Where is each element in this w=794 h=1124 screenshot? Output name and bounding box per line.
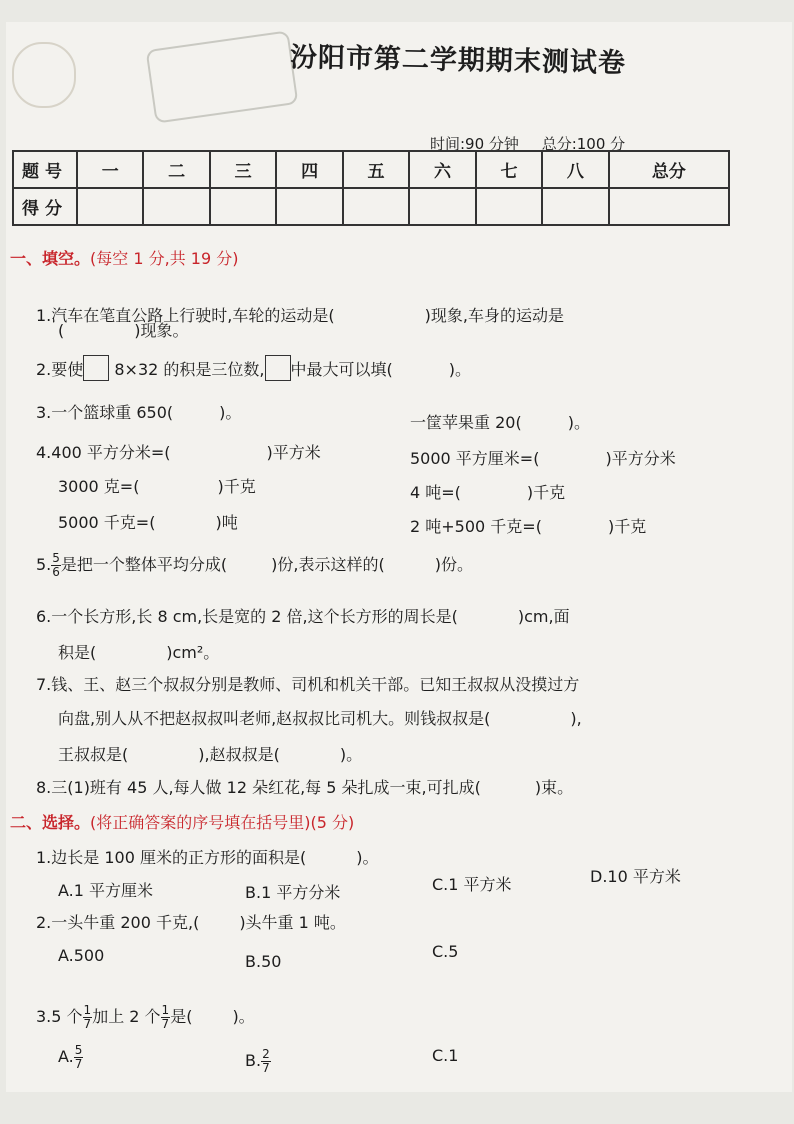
choice-option[interactable]: D.10 平方米 <box>590 867 681 886</box>
section-heading <box>10 246 238 269</box>
question-text: )。 <box>448 360 471 379</box>
fraction-denominator: 7 <box>83 1017 92 1031</box>
fraction <box>51 552 61 579</box>
question-text: 2.要使 <box>36 360 84 379</box>
question-3b <box>410 410 590 433</box>
choice-option[interactable]: A.500 <box>58 946 105 965</box>
question-text: )份。 <box>434 555 473 574</box>
section-note: (将正确答案的序号填在括号里)(5 分) <box>90 813 355 832</box>
digit-box[interactable] <box>83 355 109 381</box>
question-2 <box>36 355 471 381</box>
score-field[interactable] <box>343 188 409 225</box>
question-text: 一筐苹果重 20( <box>410 413 522 432</box>
table-cell: 一 <box>77 151 143 188</box>
score-field[interactable] <box>542 188 608 225</box>
choice-option[interactable] <box>58 1044 83 1071</box>
choice-question-3 <box>36 1004 255 1031</box>
score-field[interactable] <box>276 188 342 225</box>
question-4e <box>58 510 238 533</box>
question-text: 5000 平方厘米=( <box>410 449 540 468</box>
fraction <box>261 1048 271 1075</box>
total-score-label: 总分:100 分 <box>541 135 626 153</box>
score-field[interactable] <box>409 188 475 225</box>
table-cell: 四 <box>276 151 342 188</box>
question-text: )。 <box>219 403 242 422</box>
question-text: )cm²。 <box>166 643 220 662</box>
question-8 <box>36 775 573 798</box>
question-text: 向盘,别人从不把赵叔叔叫老师,赵叔叔比司机大。则钱叔叔是( <box>58 709 491 728</box>
question-5 <box>36 552 473 579</box>
question-4c <box>58 474 256 497</box>
score-field[interactable] <box>609 188 729 225</box>
fraction-denominator: 6 <box>52 565 60 579</box>
table-cell: 六 <box>409 151 475 188</box>
choice-question-2 <box>36 910 346 933</box>
table-cell: 二 <box>143 151 209 188</box>
question-7 <box>36 672 579 695</box>
fraction-numerator: 5 <box>74 1043 83 1057</box>
fraction-numerator: 5 <box>52 551 60 565</box>
choice-option[interactable]: C.1 <box>432 1046 459 1065</box>
page-title: 汾阳市第二学期期末测试卷 <box>289 42 627 79</box>
question-text: 3000 克=( <box>58 477 140 496</box>
question-text: )束。 <box>534 778 574 797</box>
option-label: A. <box>58 1047 74 1066</box>
score-table <box>12 150 730 226</box>
question-4f <box>410 514 646 537</box>
question-text: )千克 <box>526 483 566 502</box>
question-text: 8.三(1)班有 45 人,每人做 12 朵红花,每 5 朵扎成一束,可扎成( <box>36 778 481 797</box>
question-text: )头牛重 1 吨。 <box>239 913 346 932</box>
question-text: )平方分米 <box>605 449 676 468</box>
fraction-numerator: 1 <box>83 1003 92 1017</box>
cartoon-decoration <box>12 42 76 108</box>
choice-option[interactable]: A.1 平方厘米 <box>58 881 154 900</box>
question-text: 8×32 的积是三位数, <box>114 360 265 379</box>
question-text: 4.400 平方分米=( <box>36 443 171 462</box>
question-text: )千克 <box>607 517 647 536</box>
time-label: 时间:90 分钟 <box>430 135 519 153</box>
question-text: 是把一个整体平均分成( <box>60 555 228 574</box>
section-title: 二、选择。 <box>10 813 91 832</box>
choice-question-1 <box>36 845 378 868</box>
fraction-numerator: 1 <box>161 1003 170 1017</box>
question-text: )平方米 <box>266 443 321 462</box>
question-text: 积是( <box>58 643 97 662</box>
question-7-line3 <box>58 742 362 765</box>
section-heading <box>10 810 354 833</box>
table-cell: 三 <box>210 151 276 188</box>
table-cell: 总分 <box>609 151 729 188</box>
question-1-cont <box>58 318 189 341</box>
question-text: 加上 2 个 <box>92 1007 161 1026</box>
table-row <box>13 151 729 188</box>
question-6 <box>36 604 570 627</box>
table-cell: 五 <box>343 151 409 188</box>
question-7-line2 <box>58 706 582 729</box>
question-text: 6.一个长方形,长 8 cm,长是宽的 2 倍,这个长方形的周长是( <box>36 607 458 626</box>
question-text: 2.一头牛重 200 千克,( <box>36 913 200 932</box>
question-text: 3.5 个 <box>36 1007 83 1026</box>
question-text: ),赵叔叔是( <box>198 745 280 764</box>
question-3a <box>36 400 241 423</box>
question-4b <box>410 446 676 469</box>
question-text: )。 <box>232 1007 255 1026</box>
choice-option[interactable]: C.1 平方米 <box>432 875 512 894</box>
score-field[interactable] <box>476 188 542 225</box>
question-text: )现象,车身的运动是 <box>424 306 564 325</box>
question-text: 5000 千克=( <box>58 513 156 532</box>
choice-option[interactable]: B.1 平方分米 <box>245 883 341 902</box>
digit-box[interactable] <box>265 355 291 381</box>
question-text: 4 吨=( <box>410 483 461 502</box>
question-text: 1.汽车在笔直公路上行驶时,车轮的运动是( <box>36 306 335 325</box>
score-field[interactable] <box>210 188 276 225</box>
choice-option[interactable] <box>245 1048 271 1075</box>
table-cell: 七 <box>476 151 542 188</box>
score-field[interactable] <box>77 188 143 225</box>
fraction <box>161 1004 171 1031</box>
question-text: 王叔叔是( <box>58 745 129 764</box>
fraction-denominator: 7 <box>161 1017 170 1031</box>
section-title: 一、填空。 <box>10 249 91 268</box>
question-4a <box>36 440 321 463</box>
question-text: 3.一个篮球重 650( <box>36 403 174 422</box>
question-6-cont <box>58 640 219 663</box>
question-text: 2 吨+500 千克=( <box>410 517 542 536</box>
question-text: 7.钱、王、赵三个叔叔分别是教师、司机和机关干部。已知王叔叔从没摸过方 <box>36 675 580 694</box>
section-note: (每空 1 分,共 19 分) <box>90 249 239 268</box>
question-text: )千克 <box>217 477 256 496</box>
fraction <box>74 1044 84 1071</box>
table-row <box>13 188 729 225</box>
question-text: 1.边长是 100 厘米的正方形的面积是( <box>36 848 307 867</box>
option-label: B. <box>245 1051 262 1070</box>
question-text: 是( <box>170 1007 193 1026</box>
fraction-denominator: 7 <box>262 1061 270 1075</box>
question-text: )。 <box>339 745 363 764</box>
score-field[interactable] <box>143 188 209 225</box>
question-text: )cm,面 <box>517 607 570 626</box>
question-text: 5. <box>36 555 52 574</box>
question-text: 中最大可以填( <box>290 360 393 379</box>
question-text: ), <box>570 709 582 728</box>
fraction-denominator: 7 <box>74 1057 83 1071</box>
table-cell: 题号 <box>13 151 77 188</box>
question-text: ( <box>58 321 65 340</box>
table-cell: 得分 <box>13 188 77 225</box>
fraction <box>83 1004 93 1031</box>
question-text: )吨 <box>215 513 238 532</box>
choice-option[interactable]: B.50 <box>245 952 282 971</box>
table-cell: 八 <box>542 151 608 188</box>
question-text: )现象。 <box>134 321 189 340</box>
question-4d <box>410 480 565 503</box>
question-text: )份,表示这样的( <box>271 555 385 574</box>
question-text: )。 <box>356 848 379 867</box>
choice-option[interactable]: C.5 <box>432 942 459 961</box>
question-text: )。 <box>567 413 590 432</box>
fraction-numerator: 2 <box>262 1047 270 1061</box>
